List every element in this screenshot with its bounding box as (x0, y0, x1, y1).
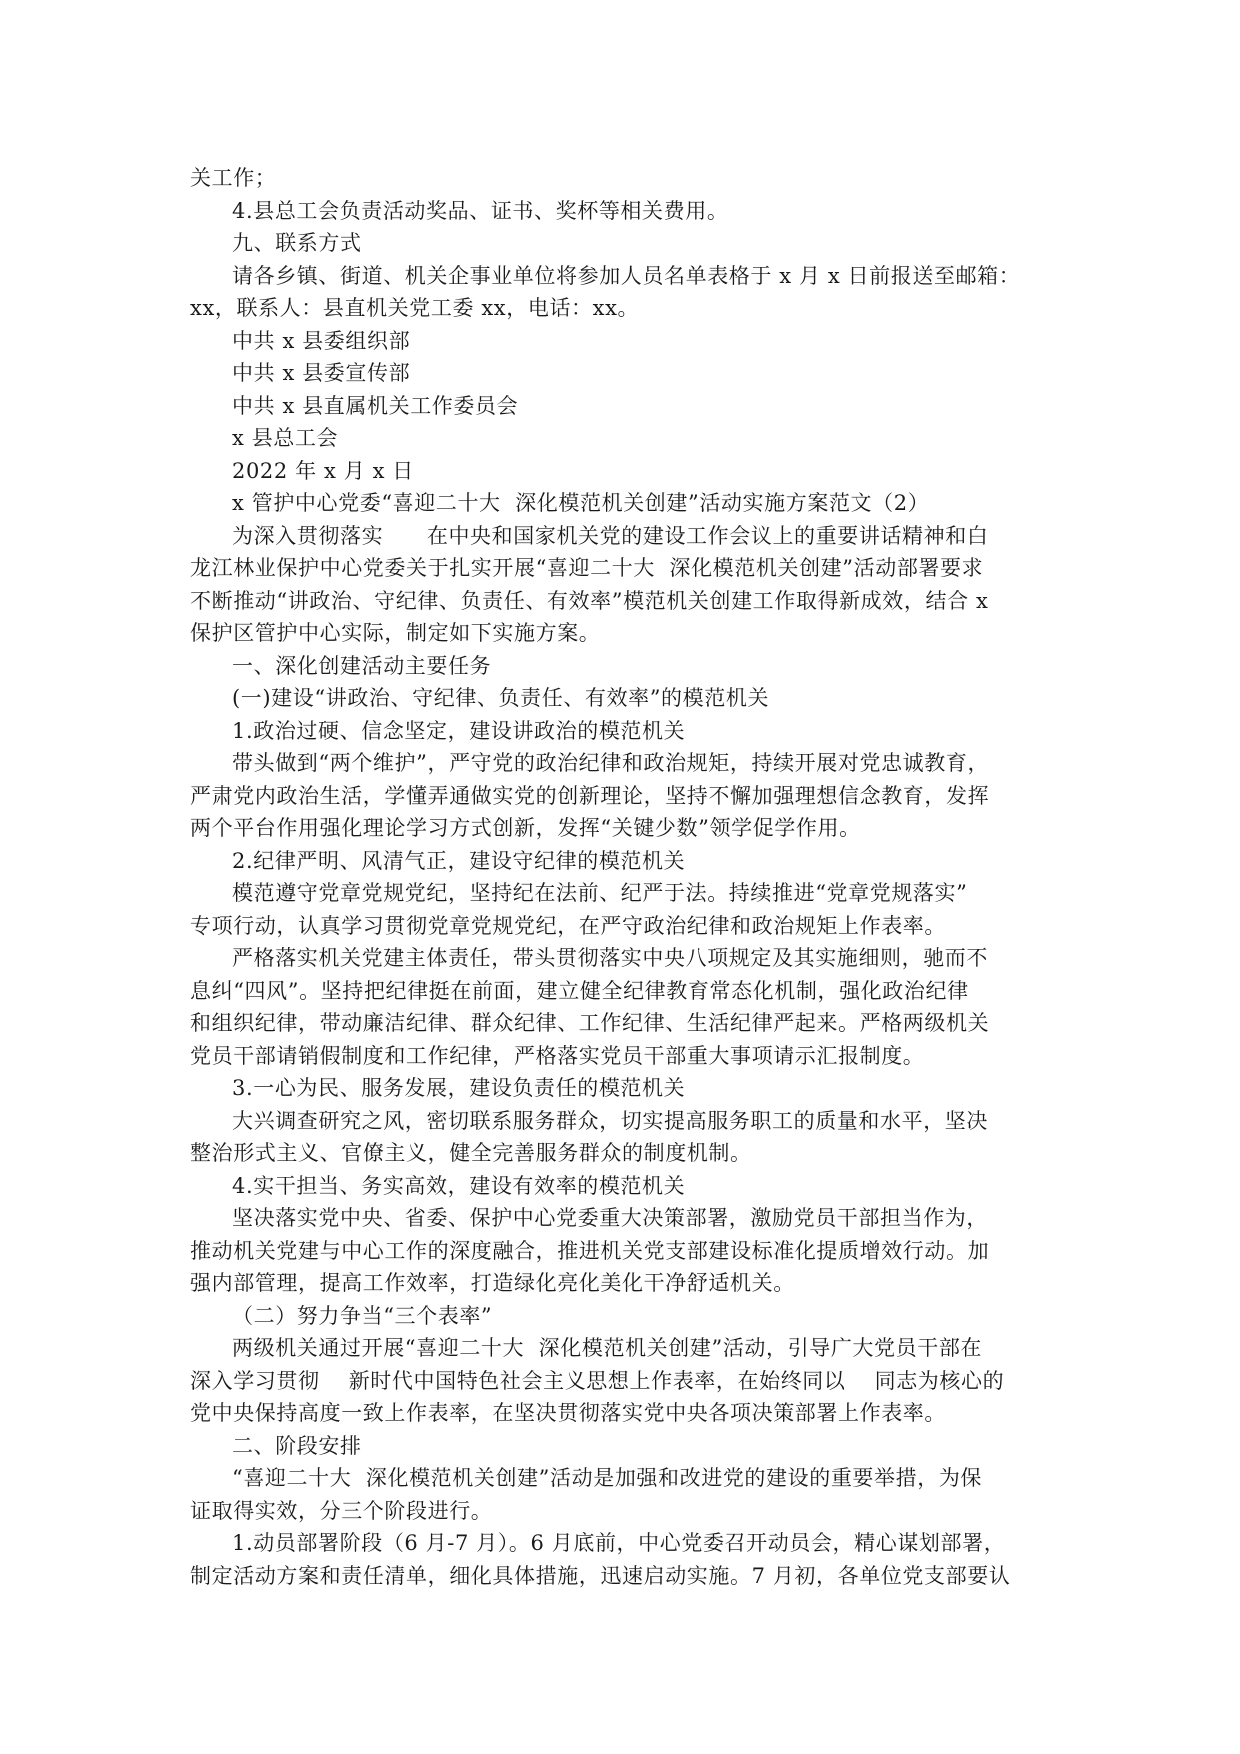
text-line: 1.动员部署阶段（6 月-7 月）。6 月底前，中心党委召开动员会，精心谋划部署， (232, 1531, 1006, 1555)
text-line: 一、深化创建活动主要任务 (232, 653, 492, 678)
text-line: 证取得实效，分三个阶段进行。 (190, 1498, 493, 1523)
text-line: 保护区管护中心实际，制定如下实施方案。 (190, 621, 601, 645)
text-line: 整治形式主义、官僚主义，健全完善服务群众的制度机制。 (190, 1141, 752, 1165)
text-line: 不断推动“讲政治、守纪律、负责任、有效率”模范机关创建工作取得新成效，结合 x (190, 588, 989, 613)
text-line: 党中央保持高度一致上作表率，在坚决贯彻落实党中央各项决策部署上作表率。 (190, 1401, 946, 1425)
text-line: 和组织纪律，带动廉洁纪律、群众纪律、工作纪律、生活纪律严起来。严格两级机关 (190, 1011, 990, 1035)
text-line: 推动机关党建与中心工作的深度融合，推进机关党支部建设标准化提质增效行动。加 (190, 1238, 990, 1263)
text-line: 党员干部请销假制度和工作纪律，严格落实党员干部重大事项请示汇报制度。 (190, 1043, 925, 1068)
text-line: 专项行动，认真学习贯彻党章党规党纪，在严守政治纪律和政治规矩上作表率。 (190, 913, 946, 938)
text-line: 两个平台作用强化理论学习方式创新，发挥“关键少数”领学促学作用。 (190, 816, 861, 840)
text-line: 龙江林业保护中心党委关于扎实开展“喜迎二十大 深化模范机关创建”活动部署要求 (190, 556, 984, 580)
text-line: 模范遵守党章党规党纪，坚持纪在法前、纪严于法。持续推进“党章党规落实” (232, 881, 968, 905)
text-line: x 县总工会 (232, 426, 339, 450)
text-line: 坚决落实党中央、省委、保护中心党委重大决策部署，激励党员干部担当作为， (232, 1206, 988, 1230)
text-line: 二、阶段安排 (232, 1433, 362, 1458)
text-line: “喜迎二十大 深化模范机关创建”活动是加强和改进党的建设的重要举措，为保 (232, 1466, 983, 1490)
text-line: 制定活动方案和责任清单，细化具体措施，迅速启动实施。7 月初，各单位党支部要认 (190, 1563, 1011, 1588)
text-line: xx，联系人：县直机关党工委 xx，电话：xx。 (190, 296, 640, 320)
text-line: 2.纪律严明、风清气正，建设守纪律的模范机关 (232, 848, 686, 873)
text-line: （二）努力争当“三个表率” (232, 1303, 493, 1328)
text-line: 严肃党内政治生活，学懂弄通做实党的创新理论，坚持不懈加强理想信念教育，发挥 (190, 783, 990, 808)
text-line: 2022 年 x 月 x 日 (232, 458, 414, 483)
text-line: 深入学习贯彻 新时代中国特色社会主义思想上作表率，在始终同以 同志为核心的 (190, 1368, 1005, 1393)
text-line: 为深入贯彻落实 在中央和国家机关党的建设工作会议上的重要讲话精神和白 (232, 523, 989, 548)
text-line: (一)建设“讲政治、守纪律、负责任、有效率”的模范机关 (232, 686, 770, 710)
text-line: 中共 x 县委组织部 (232, 328, 411, 353)
text-line: 息纠“四风”。坚持把纪律挺在前面，建立健全纪律教育常态化机制，强化政治纪律 (190, 978, 969, 1003)
text-line: 中共 x 县直属机关工作委员会 (232, 393, 519, 418)
text-line: 1.政治过硬、信念坚定，建设讲政治的模范机关 (232, 718, 686, 743)
text-line: 强内部管理，提高工作效率，打造绿化亮化美化干净舒适机关。 (190, 1271, 795, 1295)
text-line: 4.县总工会负责活动奖品、证书、奖杯等相关费用。 (232, 198, 729, 223)
text-line: 两级机关通过开展“喜迎二十大 深化模范机关创建”活动，引导广大党员干部在 (232, 1336, 983, 1360)
text-line: 关工作； (190, 166, 277, 190)
text-line: x 管护中心党委“喜迎二十大 深化模范机关创建”活动实施方案范文（2） (232, 491, 930, 515)
text-line: 请各乡镇、街道、机关企事业单位将参加人员名单表格于 x 月 x 日前报送至邮箱： (232, 263, 1021, 288)
text-line: 大兴调查研究之风，密切联系服务群众，切实提高服务职工的质量和水平，坚决 (232, 1108, 988, 1133)
text-line: 九、联系方式 (232, 231, 362, 255)
text-line: 4.实干担当、务实高效，建设有效率的模范机关 (232, 1173, 686, 1198)
text-line: 带头做到“两个维护”，严守党的政治纪律和政治规矩，持续开展对党忠诚教育， (232, 751, 990, 775)
text-line: 中共 x 县委宣传部 (232, 361, 411, 385)
text-line: 严格落实机关党建主体责任，带头贯彻落实中央八项规定及其实施细则，驰而不 (232, 946, 988, 970)
text-line: 3.一心为民、服务发展，建设负责任的模范机关 (232, 1076, 686, 1100)
document-body (190, 162, 1062, 1592)
